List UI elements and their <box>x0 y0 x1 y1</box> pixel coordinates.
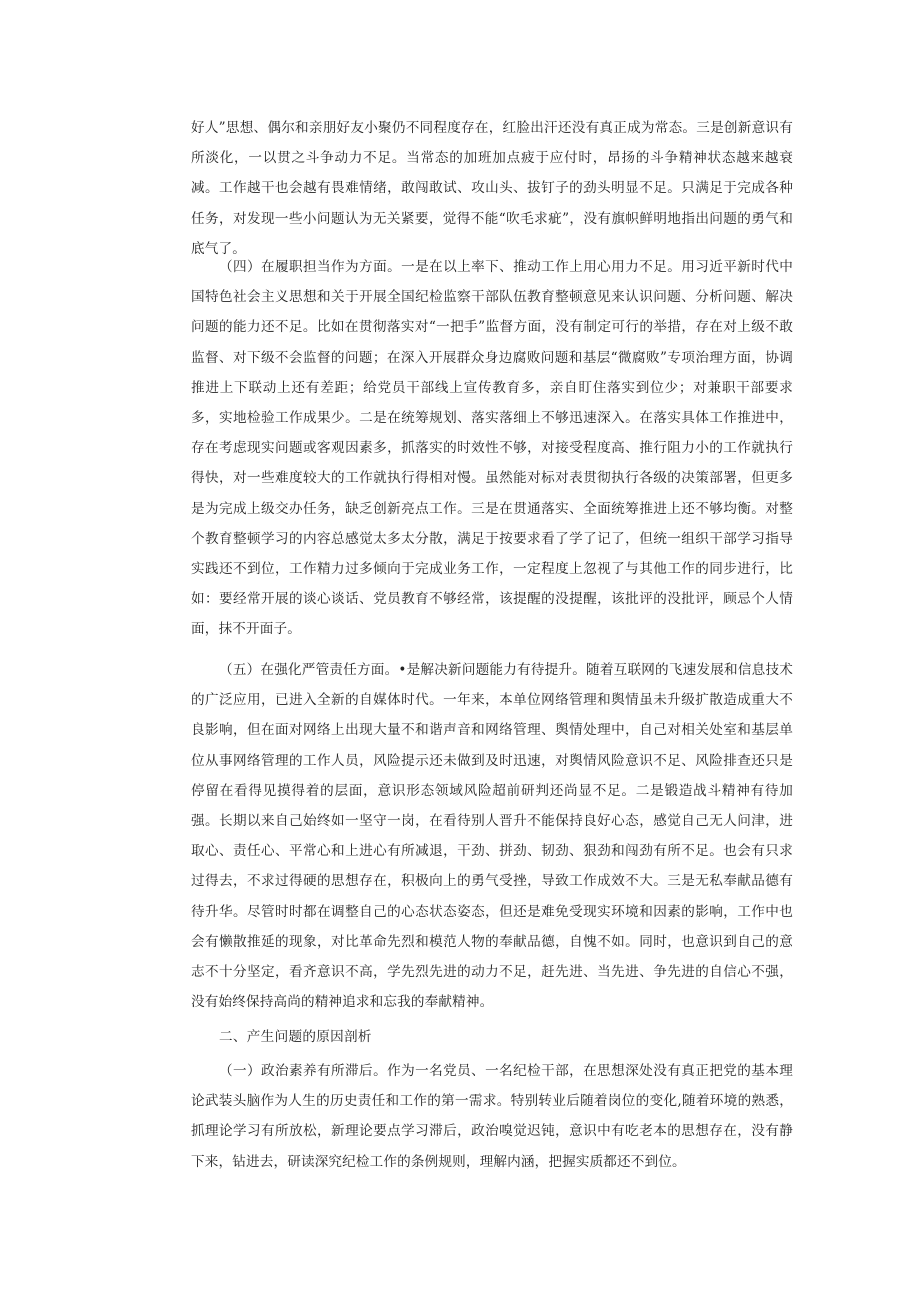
paragraph-cause-one: （一）政治素养有所滞后。作为一名党员、一名纪检干部，在思想深处没有真正把党的基本理论武装头脑作为人生的历史责任和工作的第一需求。特别转业后随着岗位的变化,随着环境的熟悉，抓理论学习有所放松，新理论要点学习滞后，政治嗅觉迟钝，意识中有吃老本的思想存在，没有静下来，钻进去，研读深究纪检工作的条例规则，理解内涵，把握实质都还不到位。 <box>191 1063 793 1170</box>
paragraph-section-four: （四）在履职担当作为方面。一是在以上率下、推动工作上用心用力不足。用习近平新时代中国特色社会主义思想和关于开展全国纪检监察干部队伍教育整顿意见来认识问题、分析问题、解决问题的能力还不足。比如在贯彻落实对“一把手”监督方面，没有制定可行的举措，存在对上级不敢监督、对下级不会监督的问题；在深入开展群众身边腐败问题和基层“微腐败”专项治理方面，协调推进上下联动上还有差距；给党员干部线上宣传教育多，亲自盯住落实到位少；对兼职干部要求多，实地检验工作成果少。二是在统筹规划、落实落细上不够迅速深入。在落实具体工作推进中，存在考虑现实问题或客观因素多，抓落实的时效性不够，对接受程度高、推行阻力小的工作就执行得快，对一些难度较大的工作就执行得相对慢。虽然能对标对表贯彻执行各级的决策部署，但更多是为完成上级交办任务，缺乏创新亮点工作。三是在贯通落实、全面统筹推进上还不够均衡。对整个教育整顿学习的内容总感觉太多太分散，满足于按要求看了学了记了，但统一组织干部学习指导实践还不到位，工作精力过多倾向于完成业务工作，一定程度上忽视了与其他工作的同步进行，比如：要经常开展的谈心谈话、党员教育不够经常，该提醒的没提醒，该批评的没批评，顾忌个人情面，抹不开面子。 <box>191 259 793 638</box>
section-heading-causes: 二、产生问题的原因剖析 <box>219 1029 372 1045</box>
paragraph-section-five: （五）在强化严管责任方面。•是解决新问题能力有待提升。随着互联网的飞速发展和信息技术的广泛应用，已进入全新的自媒体时代。一年来，本单位网络管理和舆情虽未升级扩散造成重大不良影响，但在面对网络上出现大量不和谐声音和网络管理、舆情处理中，自己对相关处室和基层单位从事网络管理的工作人员，风险提示还未做到及时迅速，对舆情风险意识不足、风险排查还只是停留在看得见摸得着的层面，意识形态领域风险超前研判还尚显不足。二是锻造战斗精神有待加强。长期以来自己始终如一坚守一岗，在看待别人晋升不能保持良好心态，感觉自己无人问津，进取心、责任心、平常心和上进心有所减退，干劲、拼劲、韧劲、狠劲和闯劲有所不足。也会有只求过得去，不求过得硬的思想存在，积极向上的勇气受挫，导致工作成效不大。三是无私奉献品德有待升华。尽管时时都在调整自己的心态状态姿态，但还是难免受现实环境和因素的影响，工作中也会有懒散推延的现象，对比革命先烈和模范人物的奉献品德，自愧不如。同时，也意识到自己的意志不十分坚定，看齐意识不高，学先烈先进的动力不足，赶先进、当先进、争先进的自信心不强，没有始终保持高尚的精神追求和忘我的奉献精神。 <box>191 662 793 1011</box>
paragraph-continuation: 好人”思想、偶尔和亲朋好友小聚仍不同程度存在，红脸出汗还没有真正成为常态。三是创新意识有所淡化，一以贯之斗争动力不足。当常态的加班加点疲于应付时，昂扬的斗争精神状态越来越衰减。工作越干也会越有畏难情绪，敢闯敢试、攻山头、拔钉子的劲头明显不足。只满足于完成各种任务，对发现一些小问题认为无关紧要，觉得不能“吹毛求疵”，没有旗帜鲜明地指出问题的勇气和底气了。 <box>191 120 793 257</box>
